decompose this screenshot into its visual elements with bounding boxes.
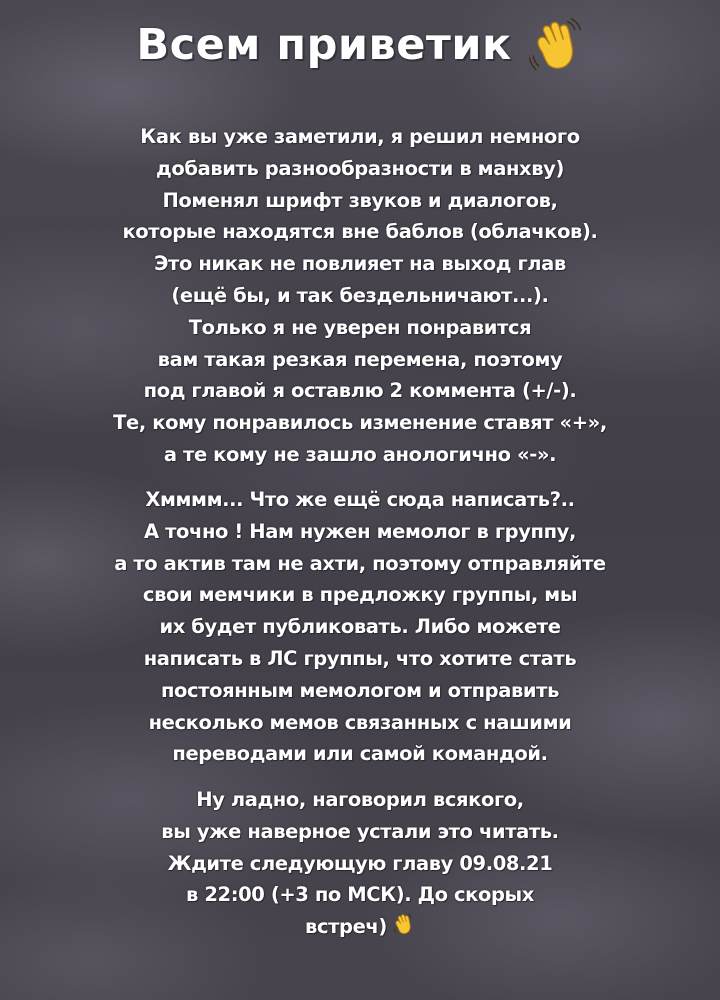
waving-hand-icon — [526, 16, 584, 74]
text-line: написать в ЛС группы, что хотите стать — [143, 646, 577, 670]
text-line: Те, кому понравилось изменение ставят «+», — [113, 411, 607, 435]
text-line: постоянным мемологом и отправить — [160, 678, 560, 702]
text-line: а те кому не зашло анологично «-». — [163, 442, 557, 466]
text-line: А точно ! Нам нужен мемолог в группу, — [144, 519, 576, 543]
page-title — [0, 14, 720, 76]
text-line: Хмммм... Что же ещё сюда написать?.. — [145, 488, 575, 511]
text-line: переводами или самой командой. — [172, 742, 548, 766]
text-line: их будет публиковать. Либо можете — [159, 615, 561, 639]
waving-hand-icon — [391, 912, 415, 936]
text-line: а то актив там не ахти, поэтому отправляйте — [114, 551, 606, 575]
text-line: (ещё бы, и так бездельничают...). — [171, 283, 549, 307]
paragraph-3 — [0, 784, 720, 943]
text-line-last — [0, 911, 720, 943]
paragraph-1 — [0, 121, 720, 471]
text-line: Ну ладно, наговорил всякого, — [196, 788, 524, 811]
text-line: свои мемчики в предложку группы, мы — [142, 583, 578, 607]
text-line: Поменял шрифт звуков и диалогов, — [162, 188, 558, 212]
text-line-last-text: встреч) — [305, 915, 387, 939]
text-line: Это никак не повлияет на выход глав — [154, 252, 566, 276]
text-line: Только я не уверен понравится — [188, 315, 532, 339]
text-line: под главой я оставлю 2 коммента (+/-). — [143, 379, 577, 403]
page-title-text: Всем приветик — [136, 20, 512, 70]
text-line: несколько мемов связанных с нашими — [148, 710, 572, 734]
text-line: вы уже наверное устали это читать. — [161, 819, 559, 843]
text-line: Как вы уже заметили, я решил немного — [140, 125, 580, 148]
text-line: добавить разнообразности в манхву) — [156, 156, 564, 180]
text-line: Ждите следующую главу 09.08.21 — [167, 851, 553, 875]
text-line: вам такая резкая перемена, поэтому — [157, 347, 563, 371]
paragraph-2 — [0, 484, 720, 770]
text-line: в 22:00 (+3 по МСК). До скорых — [186, 883, 534, 907]
text-line: которые находятся вне баблов (облачков). — [122, 220, 598, 244]
